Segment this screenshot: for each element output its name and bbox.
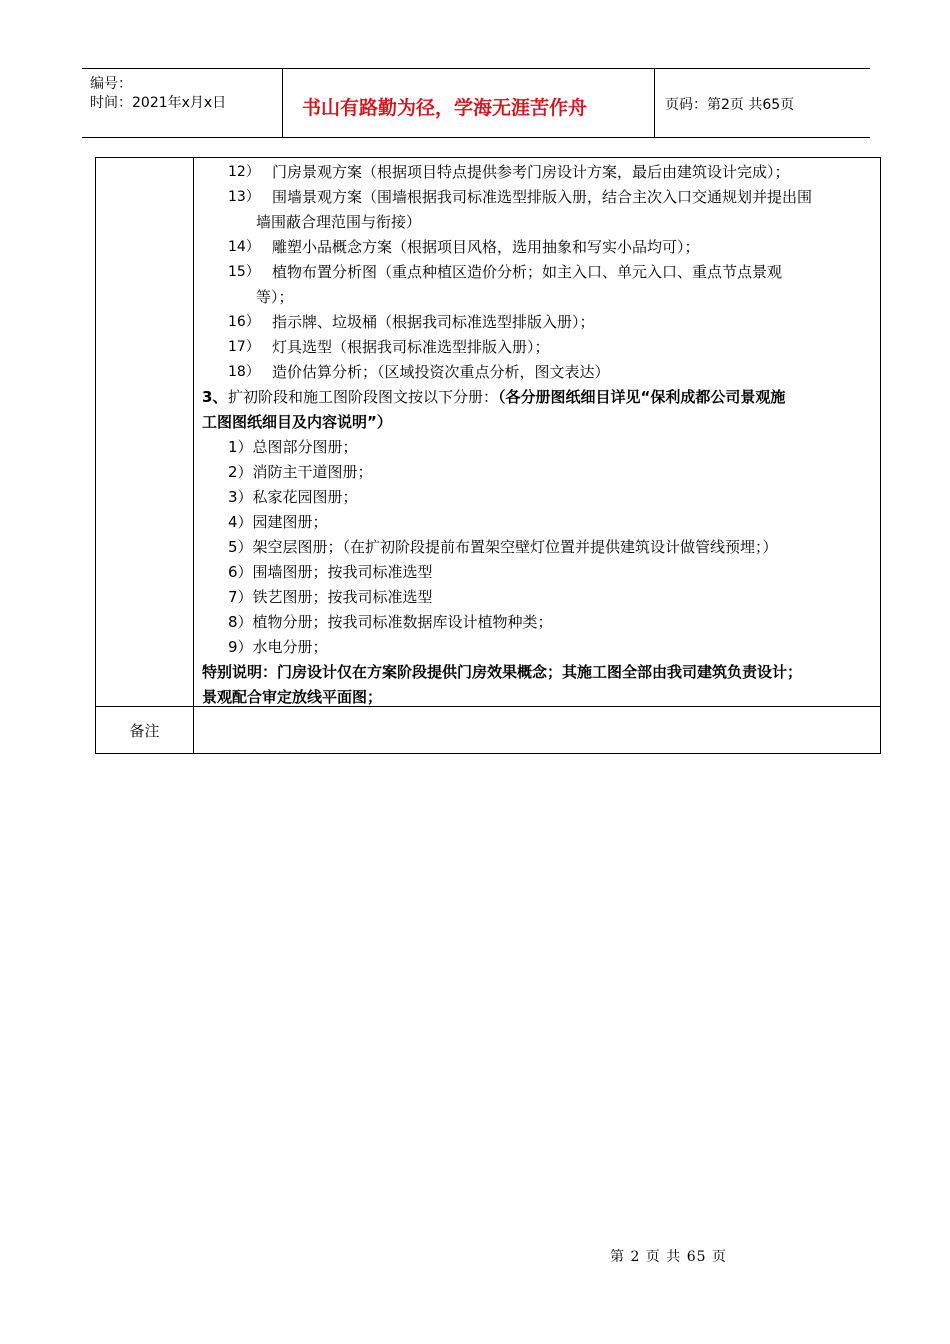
- volume-item: [202, 535, 877, 560]
- special-note-text: 景观配合审定放线平面图；: [202, 688, 383, 706]
- volume-text: 3）私家花园图册；: [228, 488, 358, 506]
- page-header: [82, 68, 870, 138]
- item-text: 灯具选型（根据我司标准选型排版入册）；: [272, 338, 550, 356]
- volume-text: 9）水电分册；: [228, 638, 328, 656]
- item-number: 17）: [228, 339, 260, 355]
- section-text: [228, 385, 785, 410]
- header-meta-cell: [82, 69, 283, 137]
- section-plain-text: 扩初阶段和施工图阶段图文按以下分册：: [228, 388, 499, 406]
- item-text: 等）；: [256, 288, 294, 306]
- list-item: [202, 360, 877, 385]
- section-number: 3、: [202, 388, 228, 406]
- volume-text: 2）消防主干道图册；: [228, 463, 373, 481]
- special-note-text: 特别说明：门房设计仅在方案阶段提供门房效果概念；其施工图全部由我司建筑负责设计；: [202, 663, 803, 681]
- item-number: 14）: [228, 239, 260, 255]
- volume-item: [202, 435, 877, 460]
- item-number: 18）: [228, 364, 260, 380]
- section-bold-text: （各分册图纸细目详见“保利成都公司景观施: [498, 388, 786, 406]
- list-item-continuation: [202, 210, 877, 235]
- volume-text: 7）铁艺图册；按我司标准选型: [228, 588, 433, 606]
- volume-text: 6）围墙图册；按我司标准选型: [228, 563, 433, 581]
- volume-text: 4）园建图册；: [228, 513, 328, 531]
- section-heading: [202, 385, 877, 410]
- list-item: [202, 185, 877, 210]
- item-text: 造价估算分析；（区域投资次重点分析，图文表达）: [272, 363, 610, 381]
- section-bold-text: 工图图纸细目及内容说明”）: [202, 413, 392, 431]
- list-item: [202, 335, 877, 360]
- volume-text: 5）架空层图册；（在扩初阶段提前布置架空壁灯位置并提供建筑设计做管线预埋；）: [228, 538, 778, 556]
- list-item: [202, 310, 877, 335]
- volume-item: [202, 610, 877, 635]
- item-text: 指示牌、垃圾桶（根据我司标准选型排版入册）；: [272, 313, 595, 331]
- column-divider: [193, 158, 194, 753]
- time-label: 时间：2021年x月x日: [90, 95, 227, 111]
- volume-item: [202, 485, 877, 510]
- content-table: [95, 157, 881, 754]
- section-continuation: [202, 410, 877, 435]
- list-item: [202, 260, 877, 285]
- item-text: 植物布置分析图（重点种植区造价分析；如主入口、单元入口、重点节点景观: [272, 263, 783, 281]
- item-number: 12）: [228, 164, 260, 180]
- remark-label: 备注: [129, 721, 160, 740]
- page-info: 页码：第2页 共65页: [665, 97, 795, 113]
- content-cell: [202, 160, 877, 710]
- special-note-continuation: [202, 685, 877, 710]
- item-text: 门房景观方案（根据项目特点提供参考门房设计方案，最后由建筑设计完成）；: [272, 163, 790, 181]
- volume-item: [202, 460, 877, 485]
- volume-item: [202, 585, 877, 610]
- item-number: 15）: [228, 264, 260, 280]
- volume-text: 1）总图部分图册；: [228, 438, 358, 456]
- volume-item: [202, 560, 877, 585]
- volume-text: 8）植物分册；按我司标准数据库设计植物种类；: [228, 613, 553, 631]
- volume-item: [202, 510, 877, 535]
- item-text: 围墙景观方案（围墙根据我司标准选型排版入册，结合主次入口交通规划并提出围: [272, 188, 813, 206]
- list-item-continuation: [202, 285, 877, 310]
- header-motto-cell: [282, 69, 655, 137]
- list-item: [202, 235, 877, 260]
- item-number: 13）: [228, 189, 260, 205]
- list-item: [202, 160, 877, 185]
- page-footer: 第 2 页 共 65 页: [610, 1249, 727, 1265]
- header-page-cell: [655, 69, 870, 137]
- item-text: 墙围蔽合理范围与衔接）: [256, 213, 422, 231]
- item-text: 雕塑小品概念方案（根据项目风格，选用抽象和写实小品均可）；: [272, 238, 700, 256]
- volume-item: [202, 635, 877, 660]
- item-number: 16）: [228, 314, 260, 330]
- special-note: [202, 660, 877, 685]
- motto-text: 书山有路勤为径，学海无涯苦作舟: [302, 97, 588, 119]
- code-label: 编号：: [90, 76, 132, 92]
